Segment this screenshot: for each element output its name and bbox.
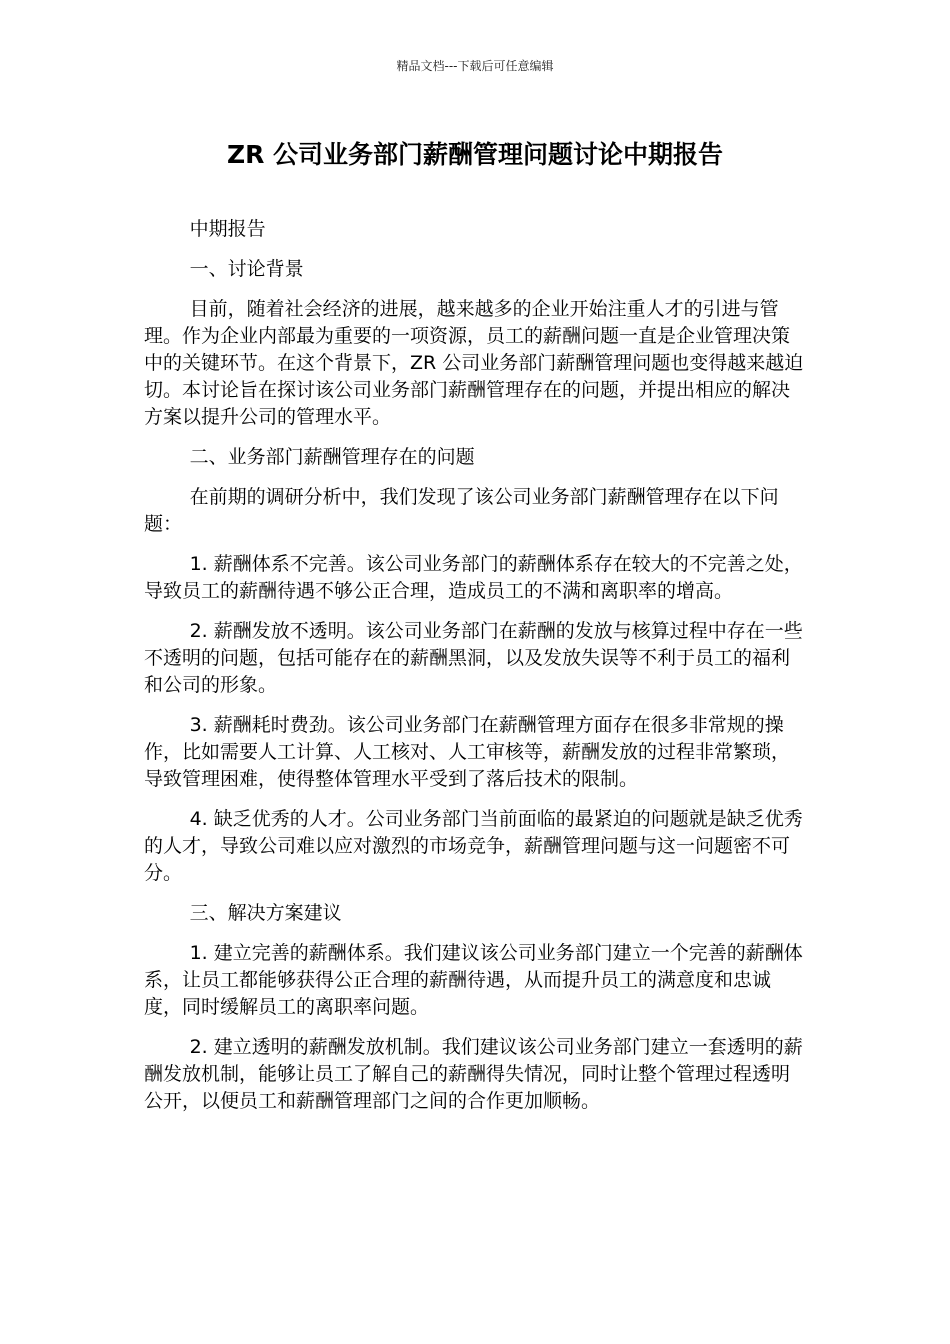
list-item-problem-3: 3. 薪酬耗时费劲。该公司业务部门在薪酬管理方面存在很多非常规的操作，比如需要人工计算、人工核对、人工审核等，薪酬发放的过程非常繁琐，导致管理困难，使得整体管理水平受到了落后技术的限制。 (144, 714, 791, 790)
list-item-problem-4: 4. 缺乏优秀的人才。公司业务部门当前面临的最紧迫的问题就是缺乏优秀的人才，导致公司难以应对激烈的市场竞争，薪酬管理问题与这一问题密不可分。 (144, 808, 803, 884)
section-heading-problems: 二、业务部门薪酬管理存在的问题 (189, 446, 475, 468)
list-item-problem-2: 2. 薪酬发放不透明。该公司业务部门在薪酬的发放与核算过程中存在一些不透明的问题，包括可能存在的薪酬黑洞，以及发放失误等不利于员工的福利和公司的形象。 (144, 620, 803, 696)
paragraph-background: 目前，随着社会经济的进展，越来越多的企业开始注重人才的引进与管理。作为企业内部最为重要的一项资源，员工的薪酬问题一直是企业管理决策中的关键环节。在这个背景下，ZR 公司业务部门薪酬管理问题也变得越来越迫切。本讨论旨在探讨该公司业务部门薪酬管理存在的问题，并提出相应的解决方案以提升公司的管理水平。 (144, 298, 804, 428)
document-body (144, 216, 804, 1128)
paragraph-report-label: 中期报告 (189, 218, 266, 240)
list-item-solution-2: 2. 建立透明的薪酬发放机制。我们建议该公司业务部门建立一套透明的薪酬发放机制，能够让员工了解自己的薪酬得失情况，同时让整个管理过程透明公开，以便员工和薪酬管理部门之间的合作更加顺畅。 (144, 1036, 803, 1112)
paragraph-problems-intro: 在前期的调研分析中，我们发现了该公司业务部门薪酬管理存在以下问题： (144, 486, 779, 535)
section-heading-solutions: 三、解决方案建议 (189, 902, 342, 924)
section-heading-background: 一、讨论背景 (189, 258, 304, 280)
list-item-problem-1: 1. 薪酬体系不完善。该公司业务部门的薪酬体系存在较大的不完善之处，导致员工的薪酬待遇不够公正合理，造成员工的不满和离职率的增高。 (144, 553, 803, 602)
page-header-note: 精品文档---下载后可任意编辑 (396, 59, 554, 73)
list-item-solution-1: 1. 建立完善的薪酬体系。我们建议该公司业务部门建立一个完善的薪酬体系，让员工都能够获得公正合理的薪酬待遇，从而提升员工的满意度和忠诚度，同时缓解员工的离职率问题。 (144, 942, 803, 1018)
document-title: ZR 公司业务部门薪酬管理问题讨论中期报告 (226, 140, 724, 169)
